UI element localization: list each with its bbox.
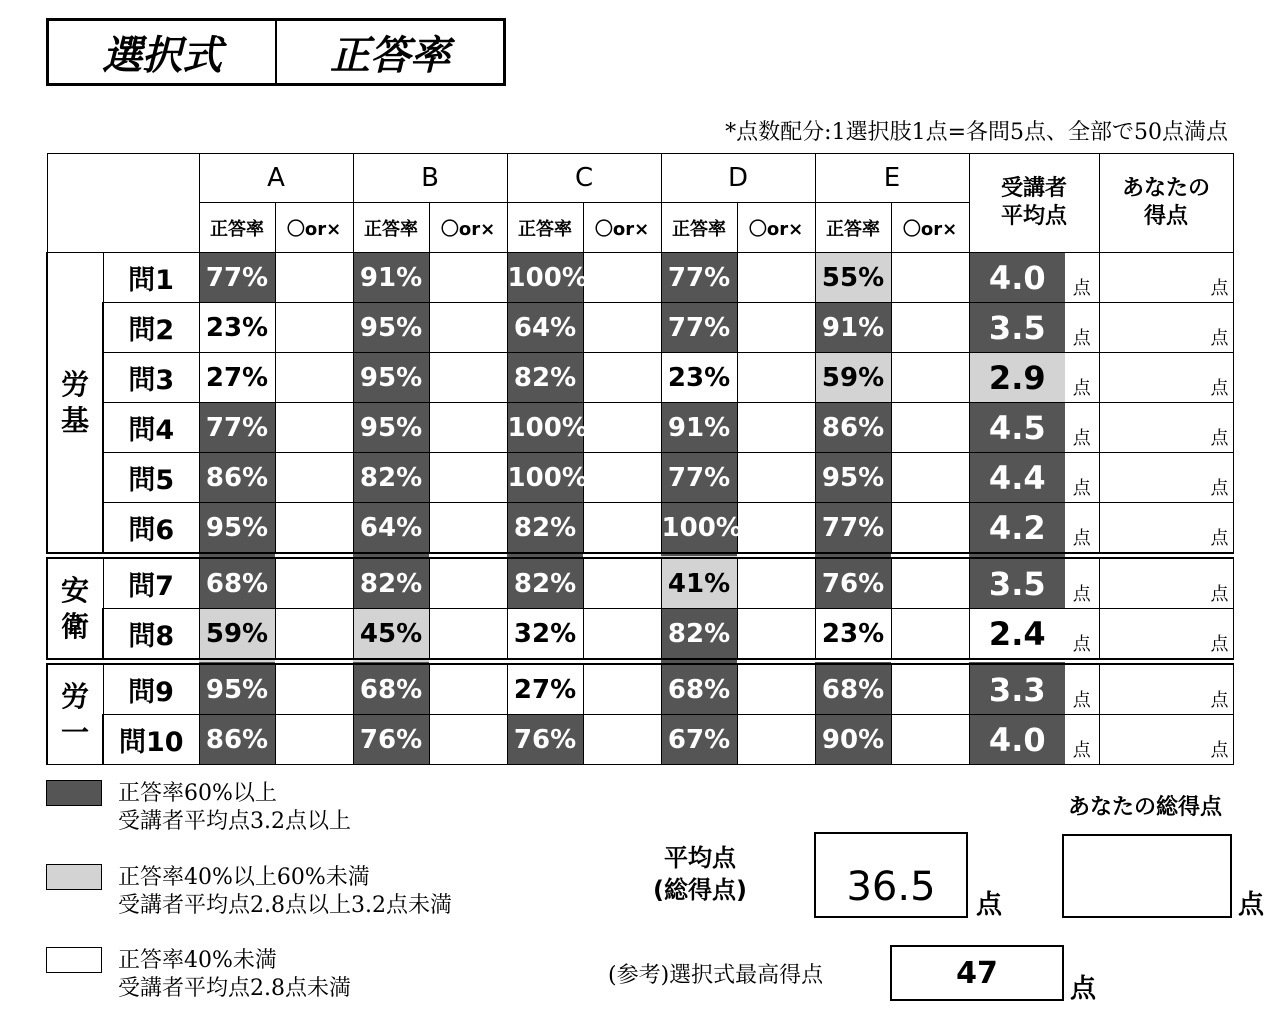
ox-input-cell[interactable]	[891, 715, 969, 765]
legend-line: 受講者平均点2.8点未満	[118, 976, 351, 1001]
table-row	[47, 353, 1233, 403]
your-total-label: あなたの総得点	[1068, 795, 1223, 820]
ox-input-cell[interactable]	[891, 662, 969, 715]
ox-input-cell[interactable]	[429, 556, 507, 609]
answer-rate-cell: 77%	[815, 503, 891, 556]
question-label: 問1	[103, 253, 199, 303]
section-label-char: 基	[60, 403, 89, 437]
ox-input-cell[interactable]	[891, 556, 969, 609]
avg-header-line2: 平均点	[1001, 204, 1068, 229]
ox-input-cell[interactable]	[583, 403, 661, 453]
avg-score-unit: 点	[1065, 403, 1099, 453]
answer-rate-table	[46, 153, 1234, 765]
ox-input-cell[interactable]	[275, 662, 353, 715]
option-header-c: C	[507, 154, 661, 203]
question-label: 問8	[103, 609, 199, 662]
legend-line: 正答率40%未満	[118, 948, 277, 973]
answer-rate-cell: 100%	[661, 503, 737, 556]
your-score-unit: 点	[1197, 353, 1233, 403]
answer-rate-cell: 100%	[507, 253, 583, 303]
table-row	[47, 303, 1233, 353]
avg-score-unit: 点	[1065, 503, 1099, 556]
your-score-unit: 点	[1197, 556, 1233, 609]
title-left: 選択式	[49, 21, 277, 83]
answer-rate-cell: 95%	[353, 403, 429, 453]
your-score-input-cell[interactable]	[1099, 253, 1197, 303]
answer-rate-cell: 59%	[199, 609, 275, 662]
ox-input-cell[interactable]	[583, 503, 661, 556]
ox-input-cell[interactable]	[429, 303, 507, 353]
your-header-line2: 得点	[1144, 204, 1189, 229]
table-row	[47, 715, 1233, 765]
legend-swatch-white	[46, 947, 102, 973]
section-label	[47, 556, 103, 662]
answer-rate-cell: 68%	[199, 556, 275, 609]
ox-input-cell[interactable]	[429, 453, 507, 503]
question-label: 問9	[103, 662, 199, 715]
answer-rate-cell: 64%	[353, 503, 429, 556]
ox-input-cell[interactable]	[429, 715, 507, 765]
question-label: 問3	[103, 353, 199, 403]
table-row	[47, 453, 1233, 503]
answer-rate-cell: 86%	[199, 453, 275, 503]
ox-input-cell[interactable]	[583, 715, 661, 765]
your-score-input-cell[interactable]	[1099, 556, 1197, 609]
ox-subheader: 〇or×	[737, 203, 815, 253]
answer-rate-cell: 90%	[815, 715, 891, 765]
legend-line: 正答率40%以上60%未満	[118, 865, 370, 890]
your-score-unit: 点	[1197, 662, 1233, 715]
legend-swatch-dark	[46, 780, 102, 806]
avg-label-line1: 平均点	[664, 844, 736, 872]
avg-score-cell: 3.5	[969, 556, 1065, 609]
your-score-input-cell[interactable]	[1099, 715, 1197, 765]
ox-input-cell[interactable]	[737, 403, 815, 453]
rate-subheader: 正答率	[815, 203, 891, 253]
option-header-e: E	[815, 154, 969, 203]
ox-input-cell[interactable]	[737, 353, 815, 403]
option-header-d: D	[661, 154, 815, 203]
answer-rate-cell: 76%	[815, 556, 891, 609]
section-label-char: 労	[60, 679, 89, 713]
average-total-label	[640, 842, 760, 906]
your-score-input-cell[interactable]	[1099, 353, 1197, 403]
your-score-unit: 点	[1197, 715, 1233, 765]
ox-input-cell[interactable]	[275, 556, 353, 609]
rate-subheader: 正答率	[353, 203, 429, 253]
avg-score-cell: 4.4	[969, 453, 1065, 503]
answer-rate-cell: 23%	[815, 609, 891, 662]
avg-score-cell: 4.2	[969, 503, 1065, 556]
answer-rate-cell: 77%	[661, 303, 737, 353]
your-score-input-cell[interactable]	[1099, 303, 1197, 353]
answer-rate-cell: 68%	[661, 662, 737, 715]
answer-rate-cell: 95%	[353, 353, 429, 403]
ox-input-cell[interactable]	[275, 403, 353, 453]
your-score-input-cell[interactable]	[1099, 609, 1197, 662]
option-header-a: A	[199, 154, 353, 203]
avg-score-unit: 点	[1065, 353, 1099, 403]
ox-input-cell[interactable]	[275, 353, 353, 403]
ox-input-cell[interactable]	[275, 303, 353, 353]
ox-input-cell[interactable]	[429, 662, 507, 715]
answer-rate-cell: 82%	[507, 556, 583, 609]
avg-score-unit: 点	[1065, 453, 1099, 503]
reference-max-label: (参考)選択式最高得点	[608, 963, 824, 988]
avg-score-cell: 4.0	[969, 253, 1065, 303]
rate-subheader: 正答率	[661, 203, 737, 253]
ox-input-cell[interactable]	[891, 609, 969, 662]
ox-input-cell[interactable]	[275, 453, 353, 503]
ox-input-cell[interactable]	[891, 503, 969, 556]
answer-rate-cell: 27%	[507, 662, 583, 715]
avg-score-unit: 点	[1065, 303, 1099, 353]
avg-score-unit: 点	[1065, 556, 1099, 609]
table-row	[47, 503, 1233, 556]
ox-input-cell[interactable]	[583, 556, 661, 609]
title-right: 正答率	[330, 32, 450, 79]
ox-input-cell[interactable]	[275, 609, 353, 662]
legend-swatch-light	[46, 864, 102, 890]
ox-input-cell[interactable]	[737, 303, 815, 353]
ox-subheader: 〇or×	[583, 203, 661, 253]
avg-total-unit: 点	[976, 890, 1003, 920]
your-score-unit: 点	[1197, 453, 1233, 503]
avg-score-unit: 点	[1065, 609, 1099, 662]
avg-score-cell: 3.3	[969, 662, 1065, 715]
your-header-line1: あなたの	[1122, 176, 1211, 201]
ox-input-cell[interactable]	[583, 303, 661, 353]
your-score-input-cell[interactable]	[1099, 662, 1197, 715]
avg-score-cell: 4.0	[969, 715, 1065, 765]
legend-text-light	[118, 864, 452, 920]
ox-input-cell[interactable]	[737, 715, 815, 765]
ox-input-cell[interactable]	[737, 503, 815, 556]
answer-rate-cell: 91%	[815, 303, 891, 353]
answer-rate-cell: 82%	[661, 609, 737, 662]
answer-rate-cell: 68%	[353, 662, 429, 715]
avg-score-cell: 2.9	[969, 353, 1065, 403]
ox-input-cell[interactable]	[429, 403, 507, 453]
answer-rate-cell: 64%	[507, 303, 583, 353]
legend-text-dark	[118, 780, 351, 836]
your-score-input-cell[interactable]	[1099, 403, 1197, 453]
reference-max-value: 47	[890, 945, 1064, 1001]
answer-rate-cell: 32%	[507, 609, 583, 662]
ox-input-cell[interactable]	[429, 503, 507, 556]
ox-input-cell[interactable]	[583, 453, 661, 503]
answer-rate-cell: 77%	[661, 453, 737, 503]
ox-input-cell[interactable]	[891, 303, 969, 353]
your-score-unit: 点	[1197, 403, 1233, 453]
question-label: 問2	[103, 303, 199, 353]
answer-rate-cell: 82%	[507, 353, 583, 403]
answer-rate-cell: 67%	[661, 715, 737, 765]
ox-input-cell[interactable]	[583, 609, 661, 662]
ox-input-cell[interactable]	[275, 715, 353, 765]
avg-score-unit: 点	[1065, 253, 1099, 303]
average-total-value: 36.5	[814, 832, 968, 918]
legend-line: 受講者平均点3.2点以上	[118, 809, 351, 834]
table-row	[47, 662, 1233, 715]
ox-input-cell[interactable]	[891, 353, 969, 403]
question-label: 問4	[103, 403, 199, 453]
answer-rate-cell: 82%	[353, 453, 429, 503]
answer-rate-cell: 95%	[199, 662, 275, 715]
avg-score-unit: 点	[1065, 715, 1099, 765]
section-label-char: 労	[60, 367, 89, 401]
answer-rate-cell: 77%	[661, 253, 737, 303]
avg-score-header	[969, 154, 1099, 253]
your-score-header	[1099, 154, 1233, 253]
ox-subheader: 〇or×	[275, 203, 353, 253]
answer-rate-cell: 95%	[815, 453, 891, 503]
avg-score-cell: 4.5	[969, 403, 1065, 453]
your-score-unit: 点	[1197, 503, 1233, 556]
ox-input-cell[interactable]	[891, 403, 969, 453]
ox-input-cell[interactable]	[891, 453, 969, 503]
question-label: 問6	[103, 503, 199, 556]
answer-rate-cell: 77%	[199, 253, 275, 303]
avg-header-line1: 受講者	[1001, 176, 1068, 201]
ox-input-cell[interactable]	[891, 253, 969, 303]
rate-subheader: 正答率	[199, 203, 275, 253]
title-box	[46, 18, 506, 86]
answer-rate-cell: 23%	[199, 303, 275, 353]
your-score-unit: 点	[1197, 253, 1233, 303]
ref-max-unit: 点	[1070, 974, 1097, 1004]
question-label: 問10	[103, 715, 199, 765]
your-score-unit: 点	[1197, 609, 1233, 662]
answer-rate-cell: 100%	[507, 453, 583, 503]
ox-input-cell[interactable]	[583, 662, 661, 715]
ox-input-cell[interactable]	[737, 253, 815, 303]
answer-rate-cell: 76%	[353, 715, 429, 765]
section-label	[47, 662, 103, 765]
score-allocation-note: *点数配分:1選択肢1点=各問5点、全部で50点満点	[725, 120, 1228, 145]
section-label-char: 衛	[60, 609, 89, 643]
answer-rate-cell: 82%	[353, 556, 429, 609]
ox-input-cell[interactable]	[429, 253, 507, 303]
ox-input-cell[interactable]	[583, 253, 661, 303]
avg-score-unit: 点	[1065, 662, 1099, 715]
answer-rate-cell: 45%	[353, 609, 429, 662]
answer-rate-cell: 91%	[661, 403, 737, 453]
section-label-char: 一	[60, 715, 89, 749]
ox-input-cell[interactable]	[429, 353, 507, 403]
your-total-input-box[interactable]	[1062, 834, 1232, 918]
answer-rate-cell: 68%	[815, 662, 891, 715]
ox-input-cell[interactable]	[737, 453, 815, 503]
your-score-input-cell[interactable]	[1099, 453, 1197, 503]
rate-subheader: 正答率	[507, 203, 583, 253]
ox-input-cell[interactable]	[737, 609, 815, 662]
answer-rate-cell: 86%	[199, 715, 275, 765]
answer-rate-cell: 95%	[353, 303, 429, 353]
answer-rate-cell: 23%	[661, 353, 737, 403]
ox-input-cell[interactable]	[429, 609, 507, 662]
ox-input-cell[interactable]	[737, 662, 815, 715]
avg-score-cell: 3.5	[969, 303, 1065, 353]
ox-input-cell[interactable]	[275, 503, 353, 556]
legend-line: 受講者平均点2.8点以上3.2点未満	[118, 893, 452, 918]
answer-rate-cell: 86%	[815, 403, 891, 453]
answer-rate-cell: 27%	[199, 353, 275, 403]
avg-score-cell: 2.4	[969, 609, 1065, 662]
question-label: 問5	[103, 453, 199, 503]
table-row	[47, 556, 1233, 609]
avg-label-line2: (総得点)	[653, 876, 747, 904]
legend-line: 正答率60%以上	[118, 781, 277, 806]
answer-rate-cell: 55%	[815, 253, 891, 303]
section-label-char: 安	[60, 573, 89, 607]
corner-cell	[47, 154, 199, 253]
answer-rate-cell: 82%	[507, 503, 583, 556]
answer-rate-cell: 59%	[815, 353, 891, 403]
ox-subheader: 〇or×	[429, 203, 507, 253]
table-row	[47, 253, 1233, 303]
your-score-unit: 点	[1197, 303, 1233, 353]
ox-subheader: 〇or×	[891, 203, 969, 253]
section-label	[47, 253, 103, 556]
question-label: 問7	[103, 556, 199, 609]
answer-rate-cell: 100%	[507, 403, 583, 453]
answer-rate-cell: 77%	[199, 403, 275, 453]
answer-rate-cell: 41%	[661, 556, 737, 609]
ox-input-cell[interactable]	[275, 253, 353, 303]
ox-input-cell[interactable]	[583, 353, 661, 403]
your-total-unit: 点	[1238, 890, 1265, 920]
table-row	[47, 609, 1233, 662]
table-row	[47, 403, 1233, 453]
answer-rate-cell: 76%	[507, 715, 583, 765]
legend-text-white	[118, 947, 351, 1003]
ox-input-cell[interactable]	[737, 556, 815, 609]
option-header-b: B	[353, 154, 507, 203]
answer-rate-cell: 91%	[353, 253, 429, 303]
your-score-input-cell[interactable]	[1099, 503, 1197, 556]
answer-rate-cell: 95%	[199, 503, 275, 556]
